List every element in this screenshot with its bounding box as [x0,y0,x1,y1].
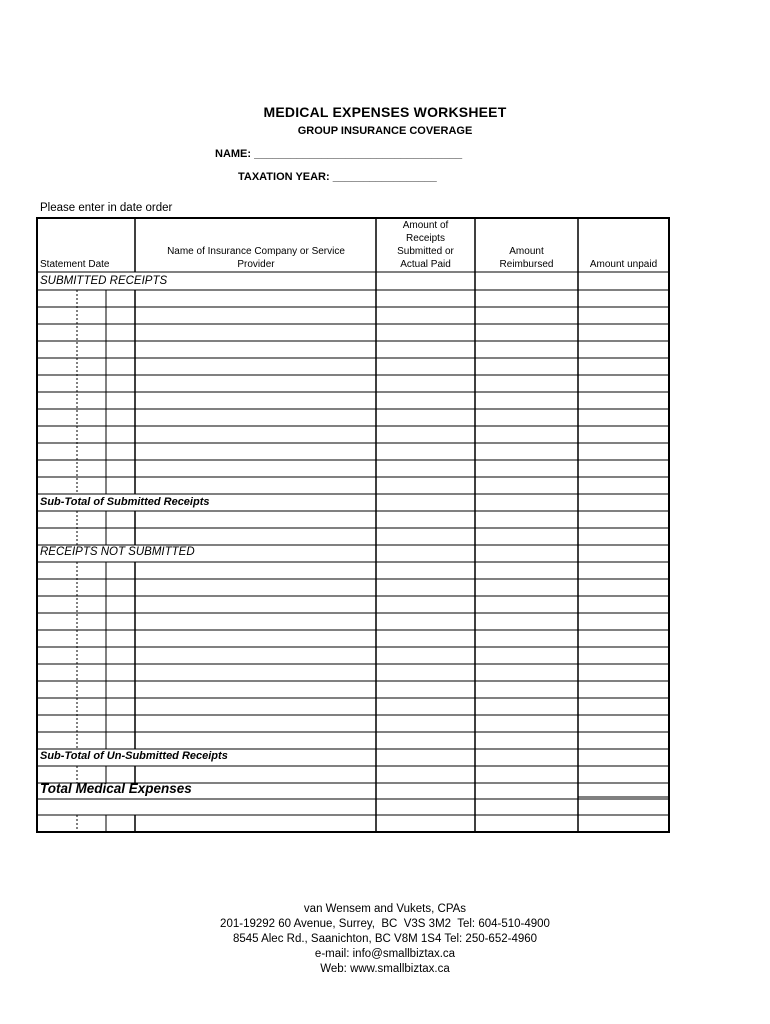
page-title: MEDICAL EXPENSES WORKSHEET [263,104,507,120]
instruction-text: Please enter in date order [40,202,173,214]
column-header-statement-date: Statement Date [40,259,110,270]
subtotal-submitted-label: Sub-Total of Submitted Receipts [40,496,210,508]
page-subtitle: GROUP INSURANCE COVERAGE [297,125,473,137]
taxation-year-field[interactable]: TAXATION YEAR: _________________ [238,171,437,183]
footer-address-surrey: 201-19292 60 Avenue, Surrey, BC V3S 3M2 Tel: 604-510-4900 [220,918,550,930]
column-header-provider [136,245,376,271]
footer-firm: van Wensem and Vukets, CPAs [303,903,467,915]
footer-address-saanichton: 8545 Alec Rd., Saanichton, BC V8M 1S4 Tel: 250-652-4960 [232,933,538,945]
column-header-provider-line1: Name of Insurance Company or Service [167,246,345,257]
column-header-reimbursed-line1: Amount [509,246,544,257]
section-submitted-receipts: SUBMITTED RECEIPTS [40,275,168,287]
column-header-amount-paid-line4: Actual Paid [400,259,451,270]
column-header-amount-paid [376,219,475,271]
footer-contact [0,902,770,977]
subtotal-unsubmitted-label: Sub-Total of Un-Submitted Receipts [40,750,228,762]
column-header-amount-paid-line3: Submitted or [397,246,454,257]
column-header-reimbursed [475,245,578,271]
column-header-unpaid: Amount unpaid [589,259,658,270]
column-header-amount-paid-line1: Amount of [402,220,449,231]
total-medical-expenses-label: Total Medical Expenses [40,781,192,796]
section-receipts-not-submitted: RECEIPTS NOT SUBMITTED [40,546,195,558]
column-header-provider-line2: Provider [237,259,275,270]
column-header-reimbursed-line2: Reimbursed [499,259,554,270]
footer-email: e-mail: info@smallbiztax.ca [314,948,456,960]
name-field[interactable]: NAME: __________________________________ [215,148,463,160]
column-header-amount-paid-line2: Receipts [406,233,445,244]
footer-web: Web: www.smallbiztax.ca [320,963,450,975]
